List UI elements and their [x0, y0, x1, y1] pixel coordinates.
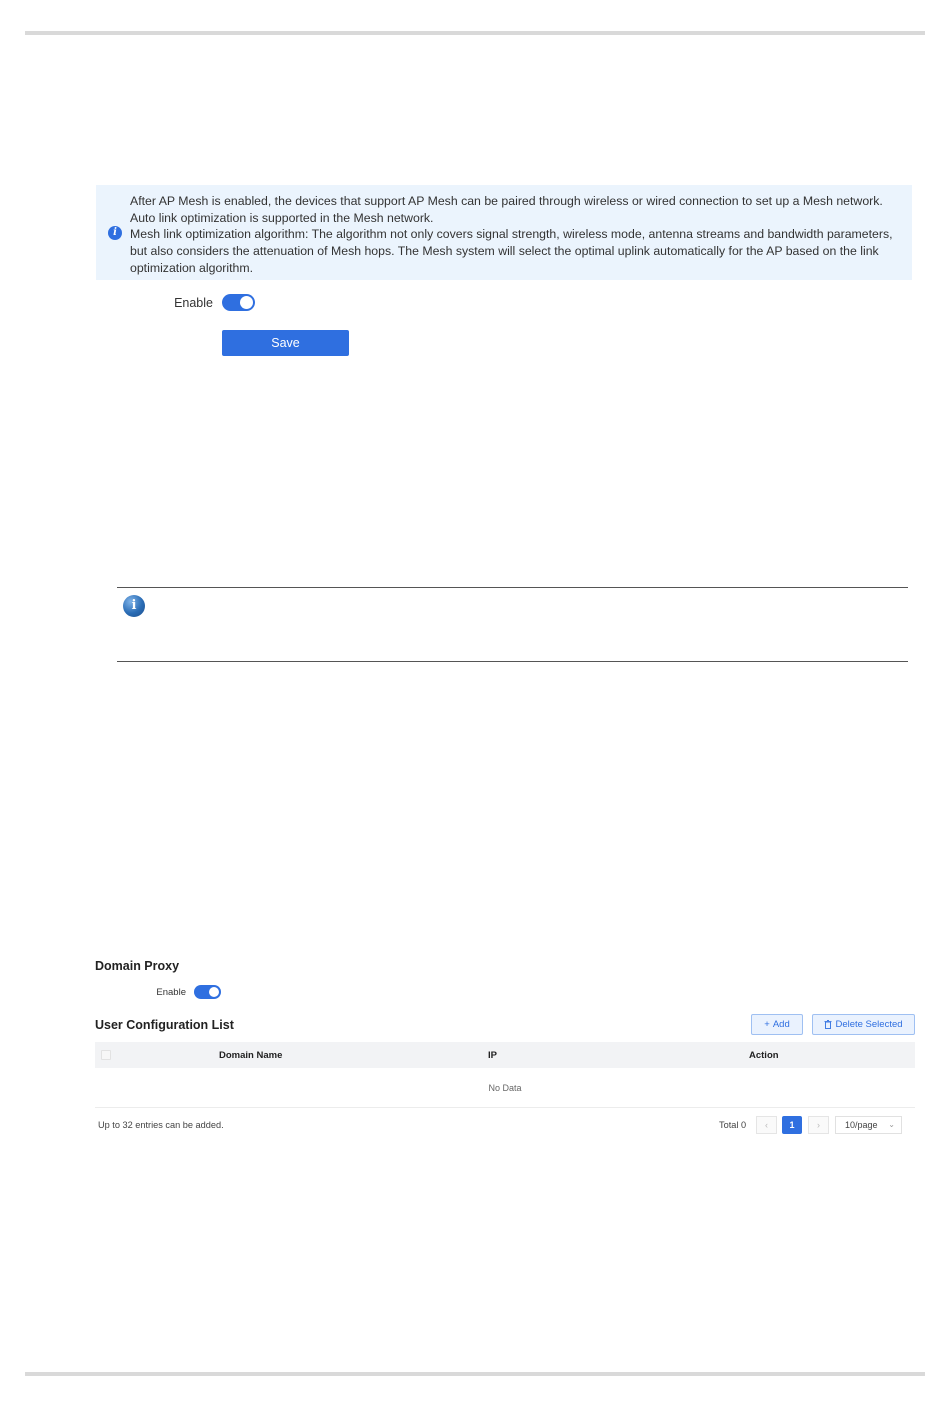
prev-page-button[interactable]: [756, 1116, 777, 1134]
toggle-knob: [240, 296, 253, 309]
empty-table-message: No Data: [95, 1068, 915, 1108]
entries-limit-note: Up to 32 entries can be added.: [98, 1120, 224, 1130]
info-line: Mesh link optimization algorithm: The algorithm not only covers signal strength, wireless mode, antenna streams and bandwidth parameters,: [130, 227, 893, 242]
plus-icon: +: [764, 1019, 770, 1030]
next-page-button[interactable]: [808, 1116, 829, 1134]
add-button-label: Add: [772, 1019, 790, 1030]
domain-proxy-enable-row: [120, 985, 221, 999]
chevron-down-icon: ⌄: [888, 1120, 895, 1129]
mesh-info-banner: [96, 185, 912, 280]
info-line: Auto link optimization is supported in the Mesh network.: [130, 210, 434, 225]
page-1-button[interactable]: 1: [782, 1116, 802, 1134]
total-count: Total 0: [719, 1120, 747, 1130]
info-line: optimization algorithm.: [130, 260, 254, 275]
column-ip: IP: [488, 1050, 497, 1061]
note-info-icon: i: [123, 595, 145, 617]
domain-proxy-title: Domain Proxy: [95, 959, 180, 973]
save-button[interactable]: Save: [222, 330, 349, 356]
mesh-enable-row: [150, 294, 255, 311]
note-box: [117, 587, 908, 662]
add-button[interactable]: [751, 1014, 803, 1035]
trash-icon: [824, 1020, 832, 1029]
chevron-right-icon: ›: [817, 1120, 820, 1130]
mesh-enable-label: Enable: [174, 295, 213, 310]
page-footer-rule: [25, 1372, 925, 1376]
user-config-title: User Configuration List: [95, 1018, 234, 1032]
toggle-knob: [209, 987, 219, 997]
table-header: [95, 1042, 915, 1068]
page-size-value: 10/page: [845, 1120, 878, 1130]
info-icon: i: [108, 226, 122, 240]
column-action: Action: [749, 1050, 779, 1061]
chevron-left-icon: ‹: [765, 1120, 768, 1130]
domain-proxy-enable-toggle[interactable]: [194, 985, 221, 999]
domain-proxy-enable-label: Enable: [156, 986, 186, 998]
column-domain-name: Domain Name: [219, 1050, 283, 1061]
page-size-select[interactable]: [835, 1116, 902, 1134]
delete-button-label: Delete Selected: [835, 1019, 903, 1030]
info-line: After AP Mesh is enabled, the devices that support AP Mesh can be paired through wireless or wired connection to set up a Mesh network.: [130, 194, 883, 208]
page-header-rule: [25, 31, 925, 35]
select-all-checkbox[interactable]: [101, 1050, 111, 1060]
delete-selected-button[interactable]: [812, 1014, 915, 1035]
mesh-enable-toggle[interactable]: [222, 294, 255, 311]
info-line: but also considers the attenuation of Mesh hops. The Mesh system will select the optimal uplink automatically for the AP based on the link: [130, 244, 879, 259]
